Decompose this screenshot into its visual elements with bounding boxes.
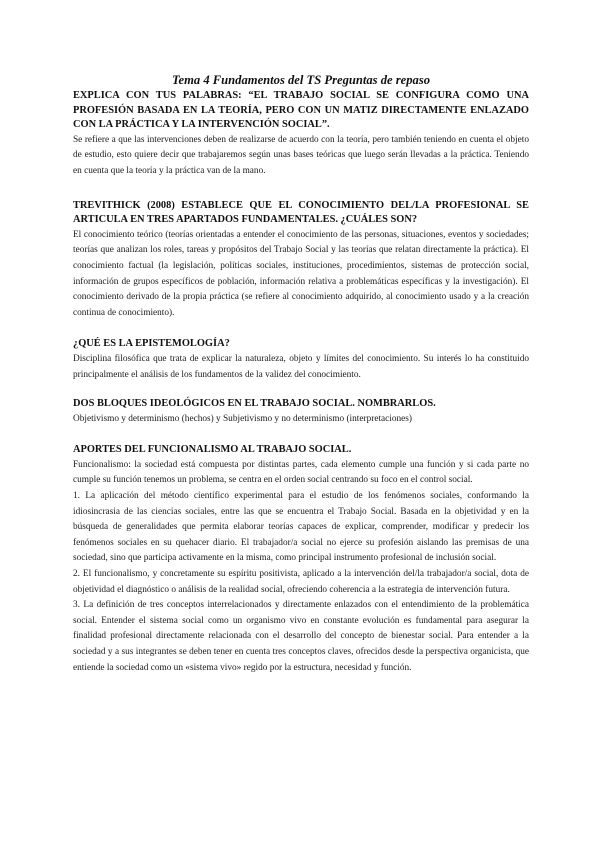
question-heading: DOS BLOQUES IDEOLÓGICOS EN EL TRABAJO SOCIAL. NOMBRARLOS. [73, 398, 436, 410]
question-heading: ¿QUÉ ES LA EPISTEMOLOGÍA? [73, 338, 230, 350]
document-title: Tema 4 Fundamentos del TS Preguntas de repaso [171, 73, 431, 87]
answer-paragraph: 1. La aplicación del método científico experimental para el estudio de los fenómenos sociales, conformando la idiosincrasia de las ciencias sociales, entre las que se encuentra el Trabajo Social. Basada en la objetividad y en la búsqueda de generalidades que permita elaborar teorías capaces de explicar, comprender, modificar y predecir los fenómenos sociales en su quehacer diario. El trabajador/a social no ejerce su profesión aislando las premisas de una sociedad, sino que participa activamente en la misma, como principal instrumento profesional de inclusión social. [73, 491, 529, 564]
section-funcionalismo [73, 443, 529, 676]
document-page [73, 72, 529, 676]
answer-paragraph: Se refiere a que las intervenciones deben de realizarse de acuerdo con la teoría, pero también teniendo en cuenta el objeto de estudio, esto quiere decir que trabajaremos según unas bases teóricas que luego serán llevadas a la práctica. Teniendo en cuenta que la teoría y la práctica van de la mano. [73, 134, 529, 176]
section-trevithick [73, 199, 529, 322]
answer-paragraph: El conocimiento teórico (teorías orientadas a entender el conocimiento de las personas, situaciones, eventos y sociedades; teorías que analizan los roles, tareas y propósitos del Trabajo Social y las teorías que relatan directamente la práctica). El conocimiento factual (la legislación, políticas sociales, instituciones, procedimientos, sistemas de protección social, información de grupos específicos de población, información relativa a problemáticas específicas y la investigación). El conocimiento derivado de la propia práctica (se refiere al conocimiento adquirido, al conocimiento usado y a la creación continua de conocimiento). [73, 229, 529, 318]
section-bloques [73, 397, 529, 427]
question-heading: TREVITHICK (2008) ESTABLECE QUE EL CONOCIMIENTO DEL/LA PROFESIONAL SE ARTICULA EN TRES APARTADOS FUNDAMENTALES. ¿CUÁLES SON? [73, 199, 529, 226]
section-epistemologia [73, 337, 529, 383]
spacer [73, 321, 529, 337]
question-heading: EXPLICA CON TUS PALABRAS: “EL TRABAJO SOCIAL SE CONFIGURA COMO UNA PROFESIÓN BASADA EN LA TEORÍA, PERO CON UN MATIZ DIRECTAMENTE ENLAZADO CON LA PRÁCTICA Y LA INTERVENCIÓN SOCIAL”. [73, 90, 529, 131]
spacer [73, 427, 529, 443]
spacer [73, 180, 529, 199]
answer-paragraph: 3. La definición de tres conceptos interrelacionados y directamente enlazados con el entendimiento de la problemática social. Entender el sistema social como un organismo vivo en constante evolución es fundamental para asegurar la finalidad profesional directamente relacionada con el desarrollo del concepto de bienestar social. Para entender a la sociedad y a sus integrantes se deben tener en cuenta tres conceptos claves, ofrecidos desde la perspectiva organicista, que entiende la sociedad como un «sistema vivo» regido por la estructura, necesidad y función. [73, 600, 529, 673]
section-explica [73, 89, 529, 180]
answer-paragraph: 2. El funcionalismo, y concretamente su espíritu positivista, aplicado a la intervención del/la trabajador/a social, dota de objetividad el diagnóstico o análisis de la realidad social, ofreciendo coherencia a la estrategia de intervención futura. [73, 569, 529, 595]
answer-paragraph: Funcionalismo: la sociedad está compuesta por distintas partes, cada elemento cumple una función y si cada parte no cumple su función tenemos un problema, se centra en el orden social centrando su foco en el control social. [73, 459, 529, 486]
question-heading: APORTES DEL FUNCIONALISMO AL TRABAJO SOCIAL. [73, 444, 352, 456]
answer-paragraph: Disciplina filosófica que trata de explicar la naturaleza, objeto y límites del conocimiento. Su interés lo ha constituido principalmente el análisis de los fundamentos de la validez del conocimiento. [73, 353, 529, 380]
answer-paragraph: Objetivismo y determinismo (hechos) y Subjetivismo y no determinismo (interpretaciones) [73, 413, 413, 424]
spacer [73, 383, 529, 397]
